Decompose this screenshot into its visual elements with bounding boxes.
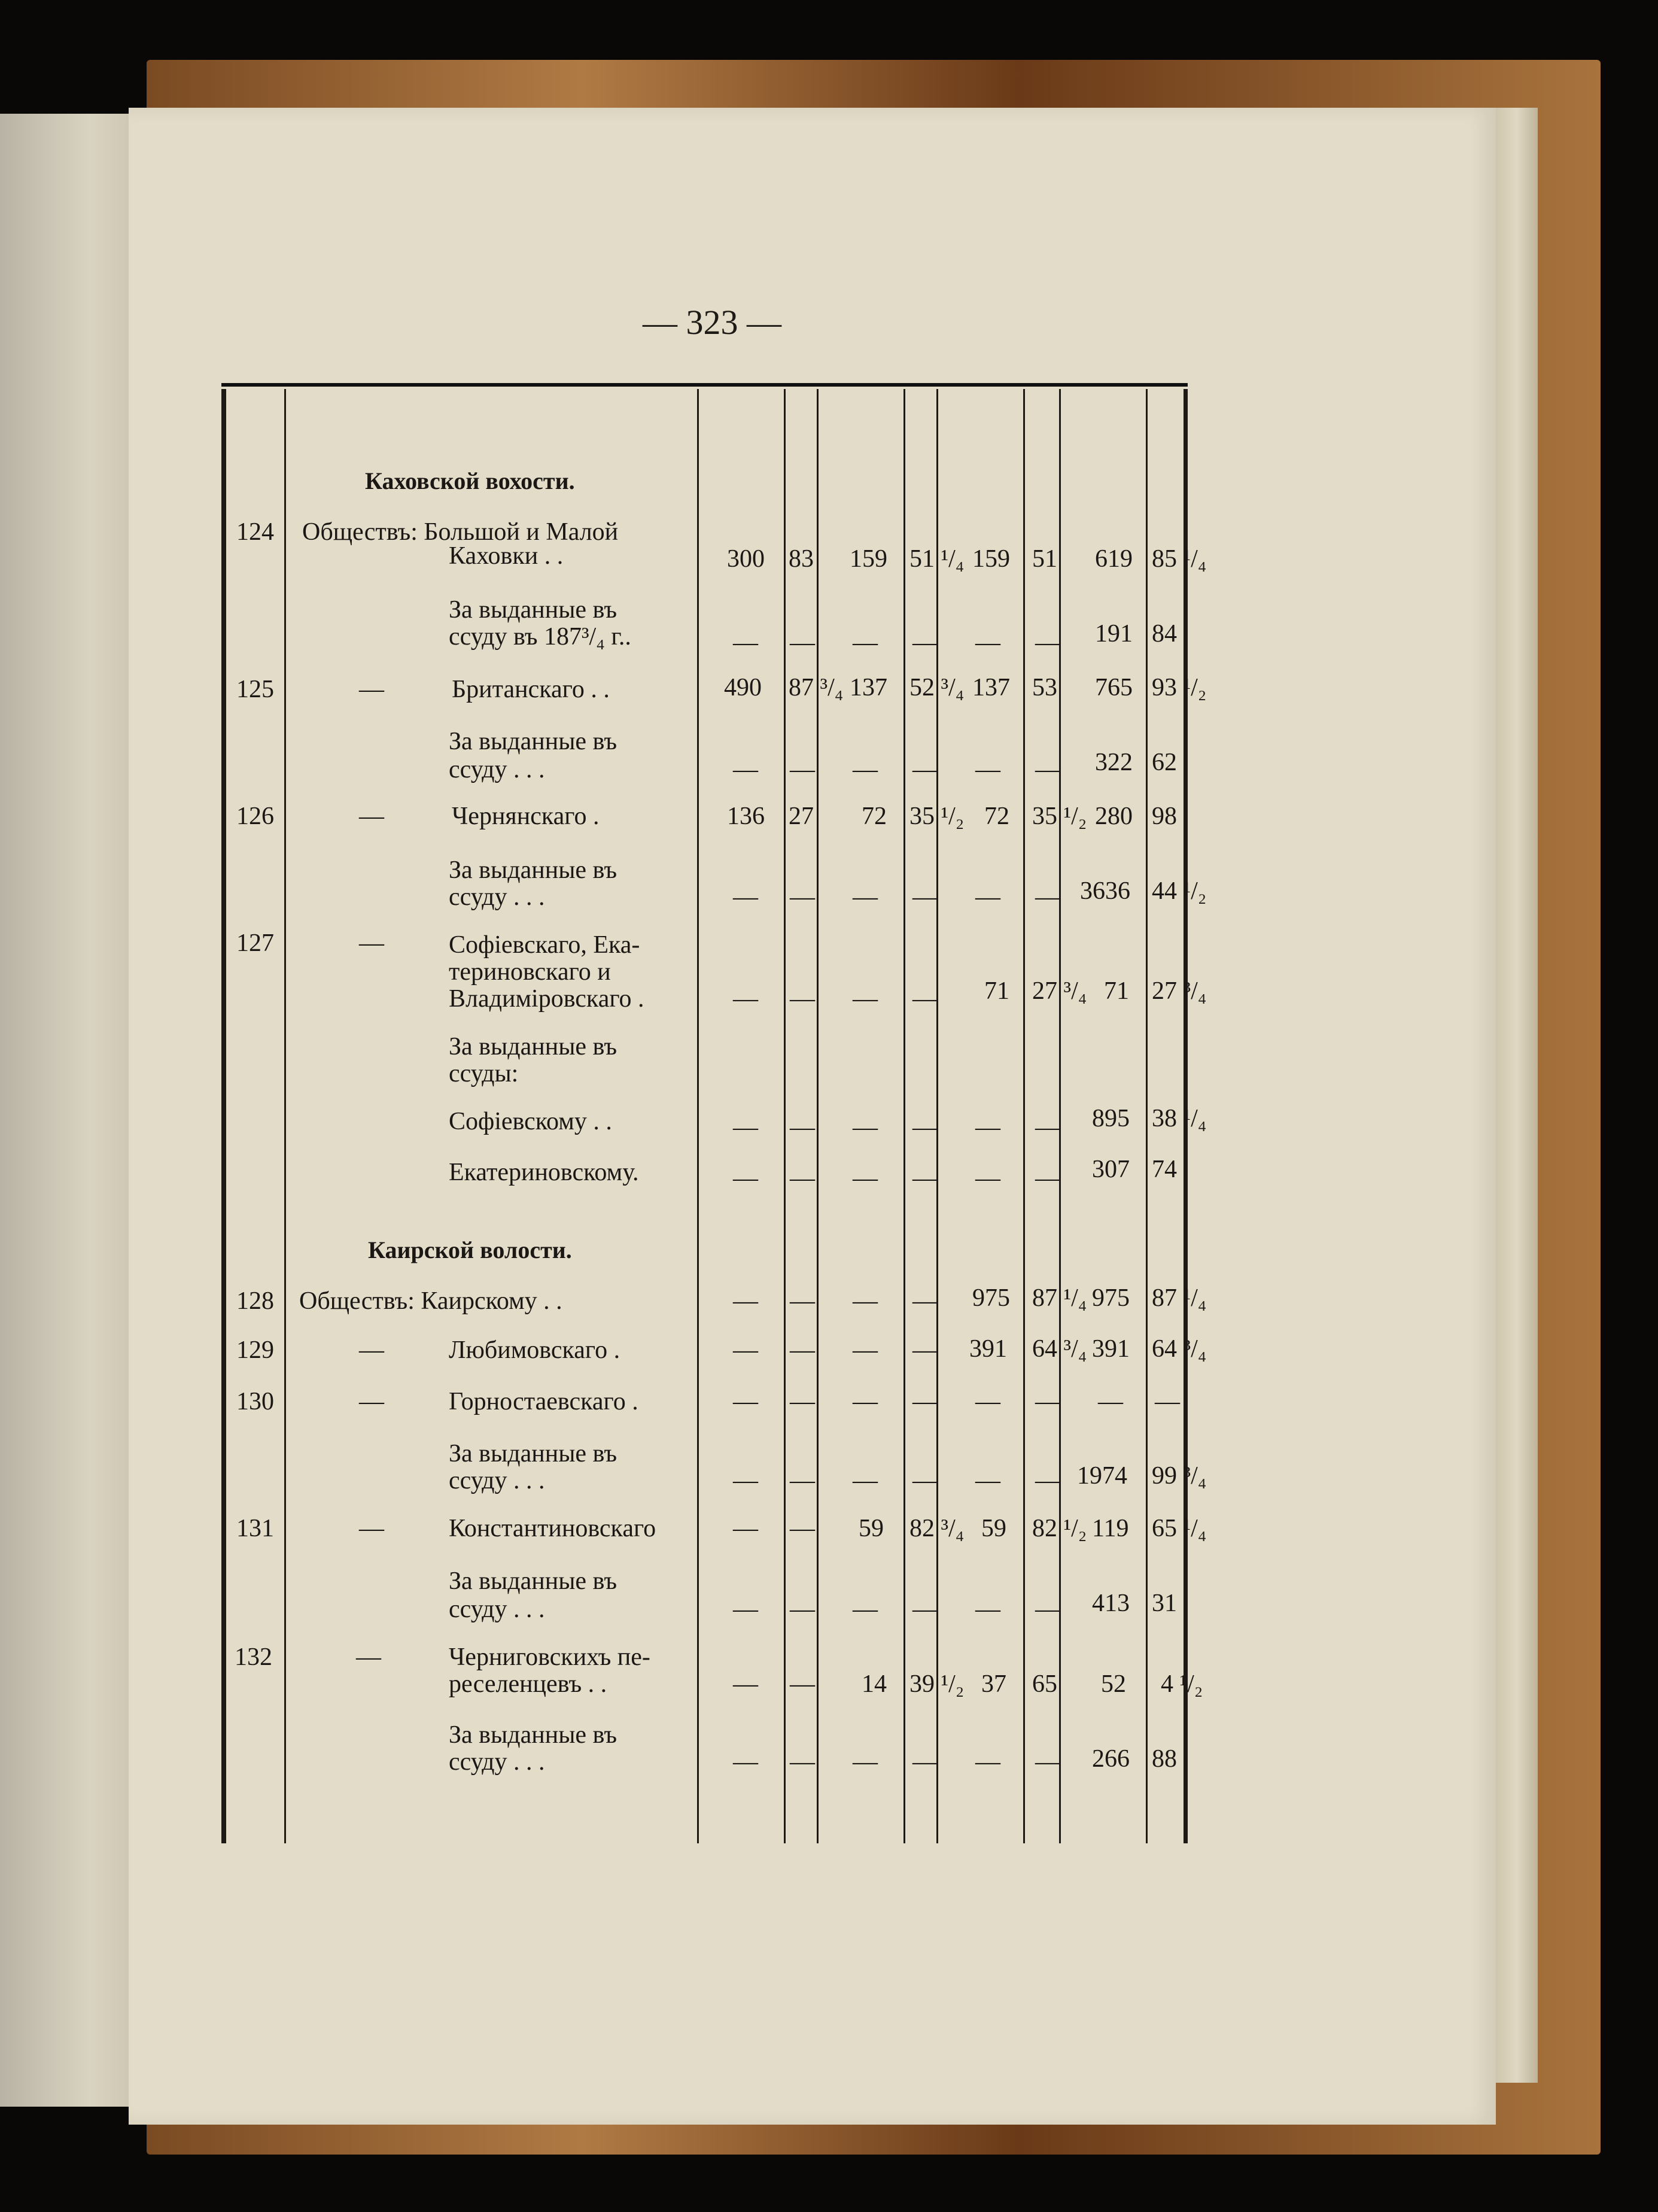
row-127d-c7: 307 <box>1092 1156 1130 1183</box>
row-126b-c8: 44 ¹/₂ <box>1152 877 1207 905</box>
empty-dash: — <box>853 985 878 1013</box>
empty-dash: — <box>975 1165 1000 1192</box>
row-131-dash: — <box>359 1515 384 1542</box>
row-125-c6: 53 <box>1032 674 1057 701</box>
empty-dash: — <box>912 1467 938 1494</box>
row-129-no: 129 <box>236 1336 274 1364</box>
page-number: — 323 — <box>643 303 781 342</box>
empty-dash: — <box>790 1467 815 1494</box>
row-132-c3: 14 <box>862 1670 887 1698</box>
row-129-c8: 64 ³/₄ <box>1152 1335 1207 1363</box>
row-132-no: 132 <box>235 1643 272 1671</box>
row-126-c1: 136 <box>727 803 765 830</box>
row-125-c8: 93 ¹/₂ <box>1152 674 1207 701</box>
row-126-c2: 27 <box>789 803 814 830</box>
empty-dash: — <box>853 883 878 911</box>
empty-dash: — <box>912 1748 938 1776</box>
row-131b-name1: За выданные въ <box>449 1567 617 1595</box>
row-124b-c7: 191 <box>1095 620 1133 648</box>
row-130-name: Горностаевскаго . <box>449 1388 638 1415</box>
empty-dash: — <box>790 1165 815 1192</box>
empty-dash: — <box>912 629 938 657</box>
row-131-c4: 82 ³/₄ <box>909 1515 965 1542</box>
empty-dash: — <box>975 883 1000 911</box>
row-127-name2: териновскаго и <box>449 958 611 986</box>
row-125-no: 125 <box>236 676 274 703</box>
row-124-soc: Обществъ: Большой и Малой <box>302 518 619 546</box>
empty-dash: — <box>790 629 815 657</box>
column-rule <box>1146 389 1148 1843</box>
empty-dash: — <box>733 1165 758 1192</box>
row-131-no: 131 <box>236 1515 274 1542</box>
row-130b-c7: 1974 <box>1077 1462 1127 1490</box>
column-rule <box>903 389 905 1843</box>
empty-dash: — <box>853 1748 878 1776</box>
column-rule <box>697 389 699 1843</box>
empty-dash: — <box>1035 756 1060 783</box>
row-124-c7: 619 <box>1095 545 1133 573</box>
row-127-name3: Владиміровскаго . <box>449 985 644 1013</box>
row-124b-c8: 84 <box>1152 620 1177 648</box>
row-132-c8: 4 ¹/₂ <box>1161 1670 1203 1698</box>
empty-dash: — <box>975 1596 1000 1623</box>
row-132-dash: — <box>356 1643 381 1671</box>
row-131b-c8: 31 <box>1152 1590 1177 1617</box>
row-124-c5: 159 <box>972 545 1010 573</box>
row-131b-c7: 413 <box>1092 1590 1130 1617</box>
facing-page <box>0 114 129 2107</box>
row-131-c7: 119 <box>1092 1515 1129 1542</box>
row-130b-c8: 99 ³/₄ <box>1152 1462 1207 1490</box>
row-132b-c8: 88 <box>1152 1745 1177 1773</box>
empty-dash: — <box>1035 629 1060 657</box>
row-124-c3: 159 <box>850 545 887 573</box>
empty-dash: — <box>790 985 815 1013</box>
row-127b-name1: За выданные въ <box>449 1033 617 1061</box>
row-126b-name2: ссуду . . . <box>449 883 545 911</box>
row-128-no: 128 <box>236 1287 274 1315</box>
empty-dash: — <box>912 1336 938 1364</box>
empty-dash: — <box>1035 1165 1060 1192</box>
row-129-c7: 391 <box>1092 1335 1130 1363</box>
row-124-c2: 83 <box>789 545 814 573</box>
empty-dash: — <box>733 1670 758 1698</box>
row-125b-c7: 322 <box>1095 749 1133 776</box>
empty-dash: — <box>1098 1388 1123 1415</box>
column-rule <box>1023 389 1025 1843</box>
empty-dash: — <box>733 756 758 783</box>
empty-dash: — <box>733 1467 758 1494</box>
empty-dash: — <box>853 1287 878 1315</box>
empty-dash: — <box>733 985 758 1013</box>
row-125-c7: 765 <box>1095 674 1133 701</box>
empty-dash: — <box>912 1287 938 1315</box>
row-128-c6: 87 ¹/₄ <box>1032 1284 1087 1312</box>
row-131-c3: 59 <box>859 1515 884 1542</box>
empty-dash: — <box>790 1515 815 1542</box>
empty-dash: — <box>853 1114 878 1141</box>
row-130b-name2: ссуду . . . <box>449 1467 545 1494</box>
empty-dash: — <box>733 1515 758 1542</box>
empty-dash: — <box>733 629 758 657</box>
empty-dash: — <box>975 1114 1000 1141</box>
empty-dash: — <box>790 1388 815 1415</box>
row-126-c7: 280 <box>1095 803 1133 830</box>
row-124-no: 124 <box>236 518 274 546</box>
row-124-c8: 85 ¹/₄ <box>1152 545 1207 573</box>
row-126-c5: 72 <box>984 803 1009 830</box>
empty-dash: — <box>853 1388 878 1415</box>
row-129-name: Любимовскаго . <box>449 1336 620 1364</box>
row-129-c6: 64 ³/₄ <box>1032 1335 1087 1363</box>
empty-dash: — <box>975 1467 1000 1494</box>
row-127-c7: 71 <box>1104 977 1129 1005</box>
row-126-c6: 35 ¹/₂ <box>1032 803 1087 830</box>
empty-dash: — <box>790 1114 815 1141</box>
row-124b-name1: За выданные въ <box>449 596 617 624</box>
row-125b-c8: 62 <box>1152 749 1177 776</box>
empty-dash: — <box>1035 1596 1060 1623</box>
row-131-c6: 82 ¹/₂ <box>1032 1515 1087 1542</box>
empty-dash: — <box>912 1596 938 1623</box>
row-128-c5: 975 <box>972 1284 1010 1312</box>
row-130-dash: — <box>359 1388 384 1415</box>
empty-dash: — <box>790 1336 815 1364</box>
empty-dash: — <box>1035 1467 1060 1494</box>
empty-dash: — <box>912 883 938 911</box>
row-127-dash: — <box>359 929 384 957</box>
empty-dash: — <box>733 1388 758 1415</box>
row-125-name: Британскаго . . <box>452 676 610 703</box>
empty-dash: — <box>1035 883 1060 911</box>
row-125-dash: — <box>359 676 384 703</box>
row-132b-name2: ссуду . . . <box>449 1748 545 1776</box>
empty-dash: — <box>853 1165 878 1192</box>
empty-dash: — <box>975 756 1000 783</box>
empty-dash: — <box>733 1596 758 1623</box>
heading-kairy: Каирской волости. <box>368 1236 572 1263</box>
empty-dash: — <box>733 1336 758 1364</box>
row-126b-name1: За выданные въ <box>449 856 617 884</box>
row-132-c5: 37 <box>981 1670 1006 1698</box>
row-125b-name2: ссуду . . . <box>449 756 545 783</box>
empty-dash: — <box>790 1596 815 1623</box>
column-rule <box>284 389 286 1843</box>
row-132-name1: Черниговскихъ пе- <box>449 1643 650 1671</box>
row-127-c5: 71 <box>984 977 1009 1005</box>
row-125-c5: 137 <box>972 674 1010 701</box>
row-124-name: Каховки . . <box>449 542 564 570</box>
row-129-dash: — <box>359 1336 384 1364</box>
row-131b-name2: ссуду . . . <box>449 1596 545 1623</box>
empty-dash: — <box>975 629 1000 657</box>
row-124-c4: 51 ¹/₄ <box>909 545 965 573</box>
row-125b-name1: За выданные въ <box>449 728 617 755</box>
empty-dash: — <box>853 629 878 657</box>
empty-dash: — <box>1035 1748 1060 1776</box>
row-126-no: 126 <box>236 803 274 830</box>
empty-dash: — <box>1155 1388 1180 1415</box>
row-124b-name2: ссуду въ 187³/₄ г.. <box>449 623 631 651</box>
empty-dash: — <box>912 1388 938 1415</box>
row-127-c8: 27 ³/₄ <box>1152 977 1207 1005</box>
empty-dash: — <box>790 1670 815 1698</box>
row-132-c7: 52 <box>1101 1670 1126 1698</box>
empty-dash: — <box>975 1388 1000 1415</box>
row-127-c6: 27 ³/₄ <box>1032 977 1087 1005</box>
row-125-c2: 87 ³/₄ <box>789 674 844 701</box>
empty-dash: — <box>790 1748 815 1776</box>
row-127c-c8: 38 ¹/₄ <box>1152 1105 1207 1132</box>
row-127b-name2: ссуды: <box>449 1060 519 1087</box>
row-127-no: 127 <box>236 929 274 957</box>
empty-dash: — <box>790 756 815 783</box>
row-131-c8: 65 ¹/₄ <box>1152 1515 1207 1542</box>
row-132b-c7: 266 <box>1092 1745 1130 1773</box>
row-128-c8: 87 ¹/₄ <box>1152 1284 1207 1312</box>
row-132-name2: реселенцевъ . . <box>449 1670 607 1698</box>
row-125-c1: 490 <box>724 674 762 701</box>
row-127c-c7: 895 <box>1092 1105 1130 1132</box>
row-126-c3: 72 <box>862 803 887 830</box>
row-127d-name: Екатериновскому. <box>449 1159 639 1186</box>
row-128-soc: Обществъ: Каирскому . . <box>299 1287 562 1315</box>
empty-dash: — <box>912 756 938 783</box>
empty-dash: — <box>853 1596 878 1623</box>
empty-dash: — <box>790 1287 815 1315</box>
empty-dash: — <box>733 1287 758 1315</box>
empty-dash: — <box>853 1467 878 1494</box>
column-rule <box>784 389 786 1843</box>
row-128-c7: 975 <box>1092 1284 1130 1312</box>
row-132b-name1: За выданные въ <box>449 1721 617 1749</box>
empty-dash: — <box>1035 1114 1060 1141</box>
empty-dash: — <box>1035 1388 1060 1415</box>
row-126-c4: 35 ¹/₂ <box>909 803 965 830</box>
row-131-c5: 59 <box>981 1515 1006 1542</box>
row-127c-name: Софіевскому . . <box>449 1108 612 1135</box>
row-132-c6: 65 <box>1032 1670 1057 1698</box>
empty-dash: — <box>975 1748 1000 1776</box>
row-132-c4: 39 ¹/₂ <box>909 1670 965 1698</box>
row-126-dash: — <box>359 803 384 830</box>
page-edges <box>1496 108 1538 2083</box>
row-126b-c7: 3636 <box>1080 877 1130 905</box>
row-125-c3: 137 <box>850 674 887 701</box>
empty-dash: — <box>790 883 815 911</box>
row-126-c8: 98 <box>1152 803 1177 830</box>
empty-dash: — <box>912 1114 938 1141</box>
empty-dash: — <box>853 756 878 783</box>
empty-dash: — <box>733 883 758 911</box>
empty-dash: — <box>733 1748 758 1776</box>
heading-kakhovka: Каховской вохости. <box>365 467 575 494</box>
row-127d-c8: 74 <box>1152 1156 1177 1183</box>
empty-dash: — <box>733 1114 758 1141</box>
row-131-name: Константиновскаго <box>449 1515 656 1542</box>
row-124-c6: 51 <box>1032 545 1057 573</box>
row-129-c5: 391 <box>969 1335 1007 1363</box>
row-127-name1: Софіевскаго, Ека- <box>449 931 640 959</box>
row-130-no: 130 <box>236 1388 274 1415</box>
row-125-c4: 52 ³/₄ <box>909 674 965 701</box>
column-rule <box>817 389 819 1843</box>
row-126-name: Чернянскаго . <box>452 803 600 830</box>
empty-dash: — <box>912 1165 938 1192</box>
empty-dash: — <box>853 1336 878 1364</box>
row-124-c1: 300 <box>727 545 765 573</box>
empty-dash: — <box>912 985 938 1013</box>
row-130b-name1: За выданные въ <box>449 1440 617 1467</box>
column-rule <box>221 389 226 1843</box>
